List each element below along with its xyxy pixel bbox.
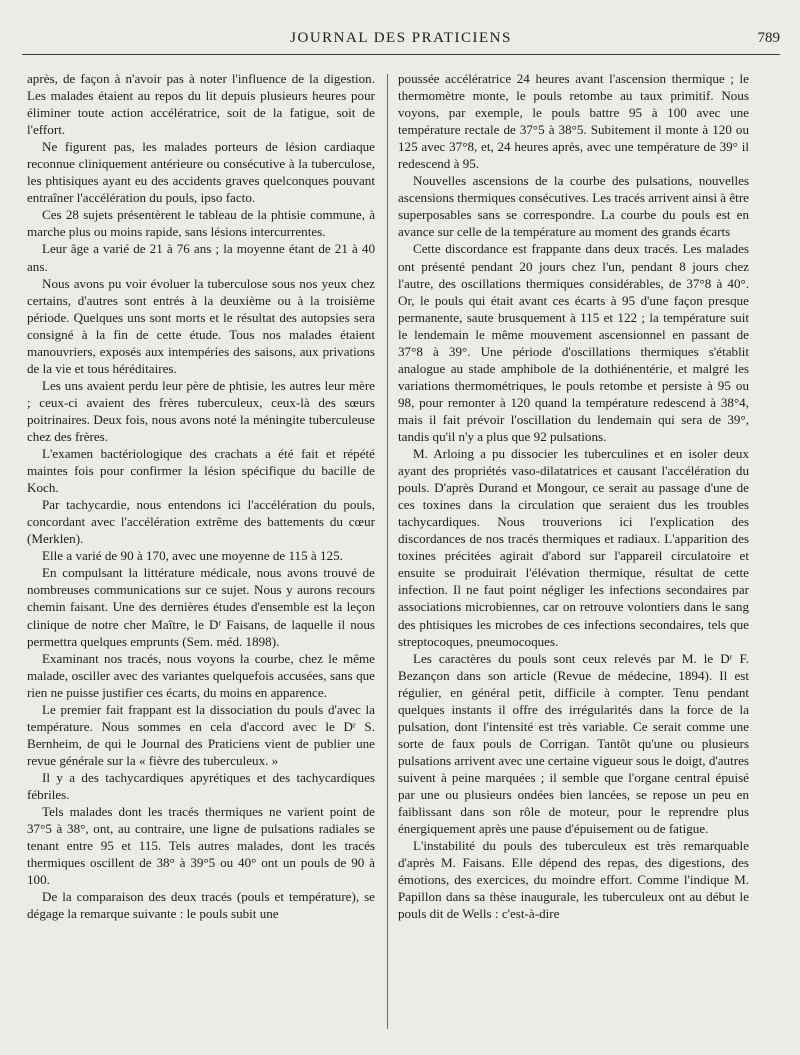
paragraph: Nous avons pu voir évoluer la tuberculose sous nos yeux chez certains, d'autres sont entrés à la deuxième ou à la troisième période. Quelques uns sont morts et le résultat des autopsies sera consigné à la fin de cette étude. Tous nos malades étaient manouvriers, exposés aux intempéries des saisons, aux privations de la vie et tous héréditaires. [27, 275, 375, 376]
left-column [27, 70, 375, 1045]
paragraph: En compulsant la littérature médicale, nous avons trouvé de nombreuses communications sur ce sujet. Nous y aurons recours chemin faisant. Une des dernières études d'ensemble est la leçon clinique de notre cher Maître, le Dʳ Faisans, de laquelle il nous permettra quelques emprunts (Sem. méd. 1898). [27, 565, 375, 649]
paragraph: Ne figurent pas, les malades porteurs de lésion cardiaque reconnue cliniquement antérieure ou consécutive à la tuberculose, les phtisiques ayant eu des accidents graves quelconques pouvant entraîner l'accélération du pouls, ipso facto. [27, 139, 375, 206]
paragraph: L'examen bactériologique des crachats a été fait et répété maintes fois pour confirmer la lésion spécifique du bacille de Koch. [27, 446, 375, 496]
paragraph: Les uns avaient perdu leur père de phtisie, les autres leur mère ; ceux-ci avaient des frères tuberculeux, ceux-là des sœurs poitrinaires. Deux fois, nous avons noté la méningite tuberculeuse chez des frères. [27, 377, 375, 444]
paragraph: Elle a varié de 90 à 170, avec une moyenne de 115 à 125. [42, 548, 343, 564]
paragraph: Tels malades dont les tracés thermiques ne varient point de 37°5 à 38°, ont, au contraire, une ligne de pulsations radiales se tenant entre 95 et 115. Tels autres malades, dont les tracés thermiques oscillent de 38° à 39°5 ou 40° ont un pouls de 90 à 100. [27, 804, 375, 888]
right-column [398, 70, 749, 1045]
paragraph: Les caractères du pouls sont ceux relevés par M. le Dʳ F. Bezançon dans son article (Revue de médecine, 1894). Il est régulier, en général petit, difficile à compter. Tenu pendant quelques instants il offre des irrégularités dans la force de la pulsation, dont l'intensité est très variable. Ce serait comme une sorte de faux pouls de Corrigan. Tantôt qu'une ou plusieurs pulsations arrivent avec une certaine vigueur sous le doigt, d'autres suivent à peine marquées ; il semble que l'organe central épuisé par une ou plusieurs ondées bien lancées, se repose un peu en faiblissant dans son rôle de moteur, pour le reprendre plus énergiquement après une pause d'épuisement ou de fatigue. [398, 650, 749, 837]
header-rule [22, 54, 780, 55]
paragraph: après, de façon à n'avoir pas à noter l'influence de la digestion. Les malades étaient au repos du lit depuis plusieurs heures pour éliminer toute action accélératrice, soit de la fatigue, soit de l'effort. [27, 71, 375, 138]
page-number: 789 [757, 30, 780, 46]
paragraph: Leur âge a varié de 21 à 76 ans ; la moyenne étant de 21 à 40 ans. [27, 241, 375, 274]
paragraph: Nouvelles ascensions de la courbe des pulsations, nouvelles ascensions thermiques consécutives. Les tracés arrivent ainsi à être superposables sans se correspondre. La courbe du pouls est en avance sur celle de la température au moment des grands écarts [398, 173, 749, 240]
paragraph: De la comparaison des deux tracés (pouls et température), se dégage la remarque suivante : le pouls subit une [27, 889, 375, 922]
running-header [22, 30, 780, 60]
paragraph: poussée accélératrice 24 heures avant l'ascension thermique ; le thermomètre monte, le pouls retombe au taux primitif. Nous voyons, par exemple, le pouls battre 95 à 100 avec une température rectale de 37°5 à 38°5. Subitement il monte à 120 ou 125 avec 37°8, et, 24 heures après, avec une température de 39° il redescend à 95. [398, 71, 749, 172]
journal-title: JOURNAL DES PRATICIENS [290, 30, 512, 46]
paragraph: L'instabilité du pouls des tuberculeux est très remarquable d'après M. Faisans. Elle dépend des repas, des digestions, des émotions, des exercices, du moindre effort. Comme l'indique M. Papillon dans sa thèse inaugurale, les tuberculeux ont au début le pouls dit de Wells : c'est-à-dire [398, 838, 749, 922]
paragraph: Il y a des tachycardiques apyrétiques et des tachycardiques fébriles. [27, 769, 375, 802]
paragraph: Par tachycardie, nous entendons ici l'accélération du pouls, concordant avec l'accélération extrême des battements du cœur (Merklen). [27, 497, 375, 547]
paragraph: Cette discordance est frappante dans deux tracés. Les malades ont présenté pendant 20 jours chez l'un, pendant 8 jours chez l'autre, des oscillations thermiques considérables, de 37°8 à 40°. Or, le pouls qui était avant ces écarts à 95 d'une façon presque permanente, saute brusquement à 115 et 122 ; la température suit le lendemain le même mouvement ascensionnel en passant de 37°8 à 39°. Une période d'oscillations thermiques s'établit analogue au stade amphibole de la dothiénentérie, et malgré les variations thermométriques, le pouls retombe et persiste à 95 ou 98, pour remonter à 120 quand la température redescend à 38°4, mais il fait prévoir l'oscillation du lendemain qui sera de 39°, tandis qu'il n'y a plus que 92 pulsations. [398, 241, 749, 444]
paragraph: M. Arloing a pu dissocier les tuberculines et en isoler deux ayant des propriétés vaso-dilatatrices et causant l'accélération du pouls. D'après Durand et Mongour, ce serait au passage d'une de ces toxines dans la circulation que seraient dus les troubles tachycardiques. Nous trouverions ici l'explication des discordances de nos tracés thermiques et radiaux. L'apparition des toxines précitées agirait d'abord sur l'appareil circulatoire et ensuite se produirait l'élévation thermique, résultat de cette infection. Il ne faut point négliger les infections secondaires par associations microbiennes, car on retrouve volontiers dans le sang des phtisiques les microbes de ces infections secondaires, tels que streptocoques, pneumocoques. [398, 446, 749, 649]
paragraph: Le premier fait frappant est la dissociation du pouls d'avec la température. Nous sommes en cela d'accord avec le Dʳ S. Bernheim, de qui le Journal des Praticiens vient de publier une revue générale sur la « fièvre des tuberculeux. » [27, 701, 375, 768]
paragraph: Ces 28 sujets présentèrent le tableau de la phtisie commune, à marche plus ou moins rapide, sans lésions intercurrentes. [27, 207, 375, 240]
paragraph: Examinant nos tracés, nous voyons la courbe, chez le même malade, osciller avec des variantes quelquefois accusées, sans que rien ne puisse justifier ces écarts, du moins en apparence. [27, 650, 375, 700]
column-divider [387, 74, 388, 1029]
